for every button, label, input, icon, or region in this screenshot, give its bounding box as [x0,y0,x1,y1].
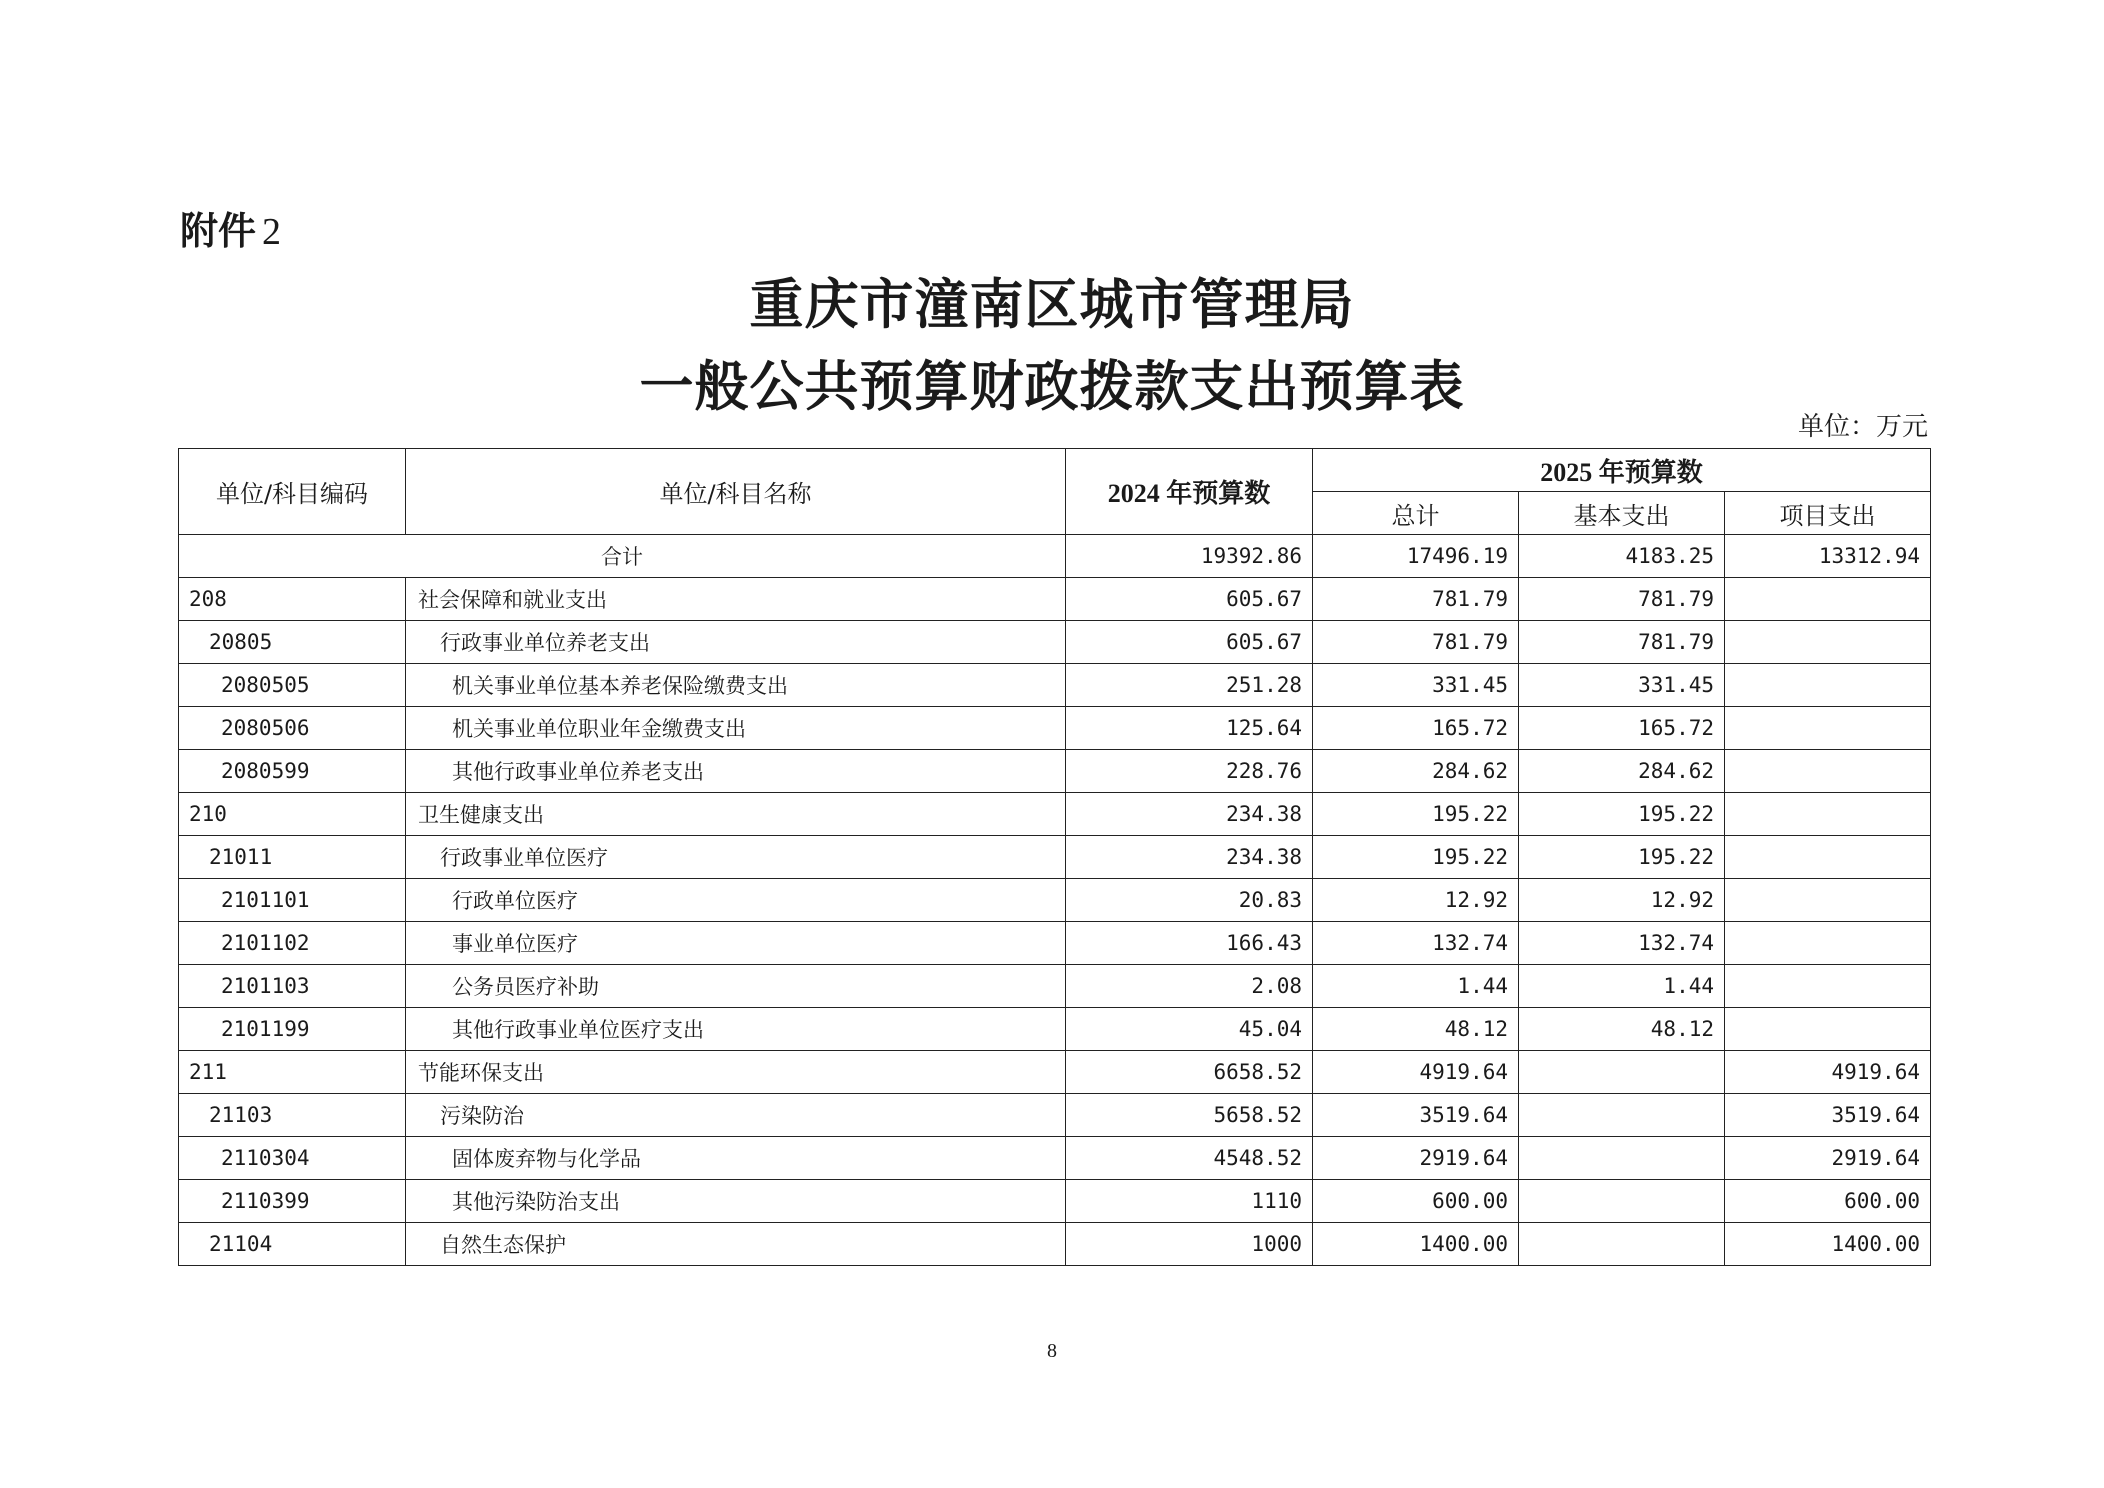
document-title-line1: 重庆市潼南区城市管理局 [749,272,1355,336]
row-name: 公务员医疗补助 [406,965,1066,1008]
row-budget-2024: 234.38 [1066,793,1313,836]
row-budget-2025-total: 1400.00 [1313,1223,1519,1266]
total-2025-basic: 4183.25 [1519,535,1725,578]
row-name: 节能环保支出 [406,1051,1066,1094]
row-budget-2025-total: 195.22 [1313,793,1519,836]
row-code: 208 [179,578,406,621]
row-budget-2025-project [1725,836,1931,879]
row-budget-2025-basic: 165.72 [1519,707,1725,750]
row-budget-2024: 605.67 [1066,578,1313,621]
row-code: 2110399 [179,1180,406,1223]
document-title-line2: 一般公共预算财政拨款支出预算表 [639,354,1465,418]
row-budget-2025-basic: 48.12 [1519,1008,1725,1051]
row-budget-2025-project [1725,664,1931,707]
row-budget-2025-basic: 781.79 [1519,578,1725,621]
row-budget-2024: 234.38 [1066,836,1313,879]
row-budget-2025-project: 600.00 [1725,1180,1931,1223]
row-budget-2025-basic: 781.79 [1519,621,1725,664]
budget-table [178,448,1931,1266]
row-budget-2024: 20.83 [1066,879,1313,922]
row-budget-2025-project: 1400.00 [1725,1223,1931,1266]
row-budget-2024: 605.67 [1066,621,1313,664]
row-budget-2025-project [1725,793,1931,836]
row-budget-2025-basic: 195.22 [1519,793,1725,836]
row-budget-2025-total: 132.74 [1313,922,1519,965]
row-name: 自然生态保护 [406,1223,1066,1266]
attachment-number: 2 [262,211,282,253]
row-name: 污染防治 [406,1094,1066,1137]
row-budget-2024: 4548.52 [1066,1137,1313,1180]
row-name: 社会保障和就业支出 [406,578,1066,621]
attachment-text: 附件 [180,209,257,253]
row-budget-2025-basic [1519,1094,1725,1137]
row-code: 2101199 [179,1008,406,1051]
header-code: 单位/科目编码 [179,449,406,535]
row-code: 2080506 [179,707,406,750]
row-budget-2024: 1000 [1066,1223,1313,1266]
table-row [179,922,1931,965]
total-2024: 19392.86 [1066,535,1313,578]
row-budget-2025-total: 165.72 [1313,707,1519,750]
row-budget-2025-total: 1.44 [1313,965,1519,1008]
table-row [179,836,1931,879]
row-name: 行政单位医疗 [406,879,1066,922]
row-budget-2025-basic [1519,1051,1725,1094]
row-budget-2025-total: 331.45 [1313,664,1519,707]
row-name: 行政事业单位养老支出 [406,621,1066,664]
row-code: 2101103 [179,965,406,1008]
header-basic: 基本支出 [1519,492,1725,535]
total-2025-project: 13312.94 [1725,535,1931,578]
table-row [179,707,1931,750]
table-row [179,1137,1931,1180]
header-project: 项目支出 [1725,492,1931,535]
row-code: 2101101 [179,879,406,922]
header-total: 总计 [1313,492,1519,535]
row-budget-2025-total: 284.62 [1313,750,1519,793]
row-budget-2025-project [1725,621,1931,664]
row-budget-2024: 251.28 [1066,664,1313,707]
row-name: 行政事业单位医疗 [406,836,1066,879]
row-budget-2025-basic: 1.44 [1519,965,1725,1008]
table-row [179,965,1931,1008]
table-row [179,578,1931,621]
row-name: 机关事业单位职业年金缴费支出 [406,707,1066,750]
row-name: 事业单位医疗 [406,922,1066,965]
row-budget-2024: 45.04 [1066,1008,1313,1051]
total-label: 合计 [179,535,1066,578]
row-budget-2024: 5658.52 [1066,1094,1313,1137]
unit-label: 单位：万元 [1797,412,1928,442]
row-budget-2025-total: 12.92 [1313,879,1519,922]
row-budget-2025-total: 600.00 [1313,1180,1519,1223]
row-budget-2024: 228.76 [1066,750,1313,793]
row-budget-2025-total: 48.12 [1313,1008,1519,1051]
row-budget-2025-project [1725,1008,1931,1051]
table-row [179,664,1931,707]
row-code: 2080599 [179,750,406,793]
header-name: 单位/科目名称 [406,449,1066,535]
total-row [179,535,1931,578]
total-2025-total: 17496.19 [1313,535,1519,578]
row-code: 21104 [179,1223,406,1266]
row-budget-2025-project [1725,578,1931,621]
row-name: 其他行政事业单位医疗支出 [406,1008,1066,1051]
row-budget-2024: 125.64 [1066,707,1313,750]
row-budget-2025-project [1725,707,1931,750]
row-code: 210 [179,793,406,836]
row-code: 21103 [179,1094,406,1137]
page-number: 8 [1047,1340,1057,1362]
row-code: 21011 [179,836,406,879]
row-budget-2024: 166.43 [1066,922,1313,965]
row-budget-2025-basic [1519,1180,1725,1223]
table-row [179,1223,1931,1266]
table-row [179,1051,1931,1094]
row-budget-2025-total: 195.22 [1313,836,1519,879]
attachment-label [180,200,281,255]
header-budget-2024: 2024 年预算数 [1066,449,1313,535]
row-code: 2110304 [179,1137,406,1180]
row-code: 2101102 [179,922,406,965]
row-name: 卫生健康支出 [406,793,1066,836]
row-budget-2025-project [1725,922,1931,965]
row-budget-2025-basic: 195.22 [1519,836,1725,879]
table-row [179,879,1931,922]
header-budget-2025: 2025 年预算数 [1313,449,1931,492]
row-name: 固体废弃物与化学品 [406,1137,1066,1180]
row-budget-2024: 2.08 [1066,965,1313,1008]
row-budget-2025-total: 781.79 [1313,578,1519,621]
row-budget-2025-basic: 284.62 [1519,750,1725,793]
table-row [179,1094,1931,1137]
row-budget-2025-basic [1519,1223,1725,1266]
row-budget-2025-project [1725,750,1931,793]
table-row [179,750,1931,793]
table-row [179,793,1931,836]
row-code: 2080505 [179,664,406,707]
row-code: 211 [179,1051,406,1094]
header-row-1 [179,449,1931,492]
row-budget-2025-project: 2919.64 [1725,1137,1931,1180]
row-name: 机关事业单位基本养老保险缴费支出 [406,664,1066,707]
row-budget-2025-basic [1519,1137,1725,1180]
row-code: 20805 [179,621,406,664]
row-budget-2025-project: 3519.64 [1725,1094,1931,1137]
table-row [179,621,1931,664]
row-name: 其他污染防治支出 [406,1180,1066,1223]
row-budget-2025-project: 4919.64 [1725,1051,1931,1094]
row-budget-2025-basic: 331.45 [1519,664,1725,707]
row-name: 其他行政事业单位养老支出 [406,750,1066,793]
row-budget-2025-project [1725,965,1931,1008]
row-budget-2024: 1110 [1066,1180,1313,1223]
row-budget-2025-basic: 132.74 [1519,922,1725,965]
row-budget-2025-basic: 12.92 [1519,879,1725,922]
table-row [179,1180,1931,1223]
row-budget-2025-project [1725,879,1931,922]
row-budget-2025-total: 2919.64 [1313,1137,1519,1180]
table-row [179,1008,1931,1051]
row-budget-2025-total: 4919.64 [1313,1051,1519,1094]
row-budget-2024: 6658.52 [1066,1051,1313,1094]
row-budget-2025-total: 781.79 [1313,621,1519,664]
row-budget-2025-total: 3519.64 [1313,1094,1519,1137]
